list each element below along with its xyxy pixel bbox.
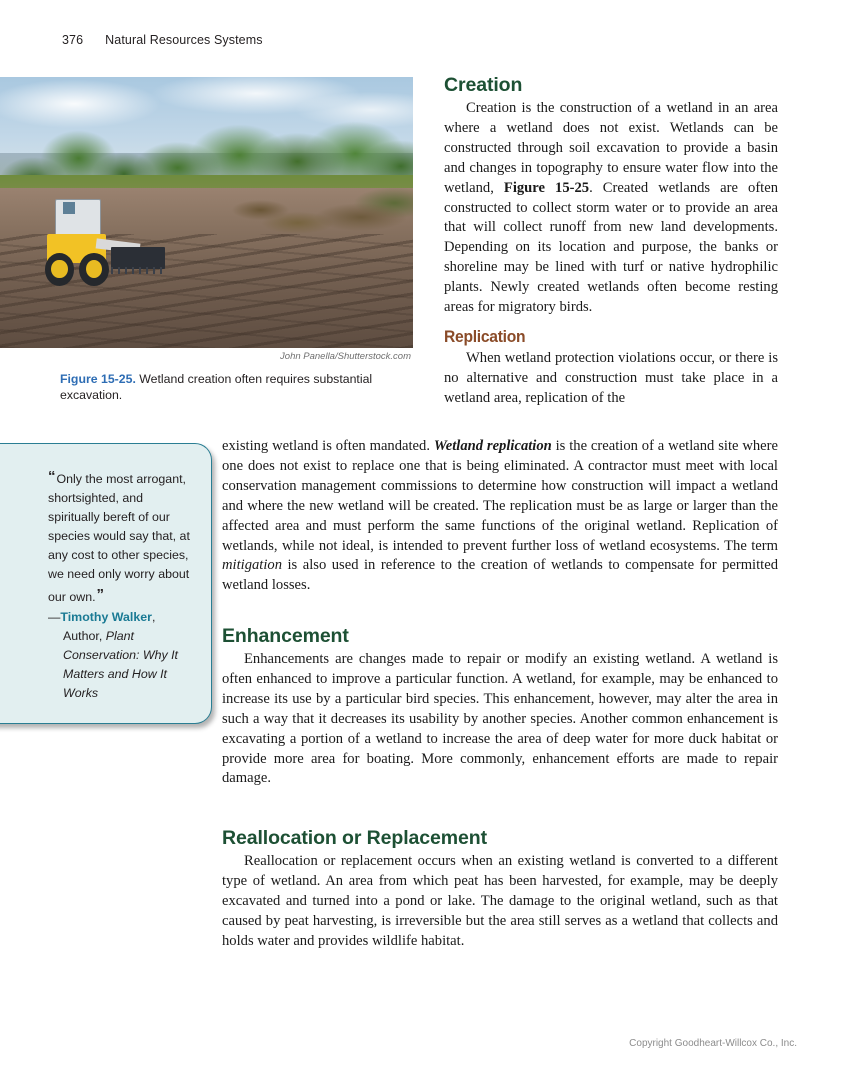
quote-author-name: Timothy Walker	[60, 609, 152, 624]
pull-quote-attribution	[48, 608, 191, 627]
photo-credit: John Panella/Shutterstock.com	[280, 351, 411, 362]
loader-cab-window	[63, 202, 75, 214]
wheel-loader-machine	[37, 199, 165, 286]
pull-quote-role	[48, 627, 191, 703]
replication-term-wetland-replication: Wetland replication	[433, 438, 552, 454]
pull-quote-text	[48, 466, 191, 607]
reallocation-section	[222, 827, 778, 952]
running-head	[62, 33, 263, 47]
page-number: 376	[62, 33, 84, 47]
heading-creation: Creation	[444, 74, 523, 96]
heading-replication: Replication	[444, 326, 526, 346]
replication-text-a: existing wetland is often mandated.	[222, 438, 434, 454]
creation-text-a: Creation is the construction of a wetland in an area where a wetland does not exist. Wetlands can be constructed through soil excavation to provide a basin and changes in topography to ensure water flow into the wetland,	[444, 100, 778, 196]
heading-enhancement: Enhancement	[222, 625, 349, 647]
heading-reallocation: Reallocation or Replacement	[222, 827, 487, 849]
footer-copyright: Copyright Goodheart-Willcox Co., Inc.	[629, 1038, 797, 1049]
quote-role-prefix: Author,	[63, 628, 106, 643]
creation-figure-reference: Figure 15-25	[503, 179, 590, 196]
paragraph-replication-full	[222, 437, 778, 596]
pull-quote-box	[0, 443, 212, 724]
replication-text-c: is also used in reference to the creation of wetlands to compensate for permitted wetland losses.	[222, 557, 778, 594]
figure-block	[0, 77, 413, 404]
quote-author-comma: ,	[151, 609, 156, 624]
creation-text-b: . Created wetlands are often constructed to collect storm water or to provide an area that will collect runoff from new land developments. Depending on its location and purpose, the banks or shoreline may be lined with turf or native hydrophilic plants. Newly created wetlands often become resting areas for migratory birds.	[444, 179, 779, 316]
wetland-excavation-photo	[0, 77, 413, 348]
loader-front-wheel	[45, 253, 74, 286]
figure-caption-text: Wetland creation often requires substantial excavation.	[60, 372, 373, 403]
section-gap	[444, 318, 778, 327]
photo-brush-pile	[227, 166, 413, 236]
right-column	[444, 74, 778, 409]
paragraph-enhancement: Enhancements are changes made to repair or modify an existing wetland. A wetland is often enhanced to improve a particular function. A wetland, for example, may be enhanced to increase its use by a particular bird species. This enhancement, however, may alter the area in such a way that it decreases its usability by another species. Another common enhancement is excavating a portion of a wetland to increase the area of deep water for more duck habitat or provide more area for boating. More commonly, enhancement efforts are made to repair damage.	[222, 651, 778, 787]
paragraph-reallocation: Reallocation or replacement occurs when an existing wetland is converted to a different type of wetland. An area from which peat has been harvested, for example, may be deeply excavated and turned into a pond or lake. The damage to the original wetland, such as that caused by peat harvesting, is irreversible but the area still serves as a wetland that collects and holds water and provides wildlife habitat.	[222, 853, 778, 949]
close-quote-mark: ”	[96, 585, 105, 603]
figure-label: Figure 15-25.	[60, 372, 136, 386]
enhancement-section	[222, 625, 778, 789]
attribution-dash: —	[48, 609, 61, 624]
paragraph-replication-column: When wetland protection violations occur, or there is no alternative and construction must take place in a wetland area, replication of the	[444, 349, 778, 406]
loader-tines	[111, 267, 165, 274]
quote-work-title: Plant Conservation: Why It Matters and How It Works	[63, 628, 179, 700]
loader-rear-wheel	[79, 253, 108, 286]
replication-term-mitigation: mitigation	[222, 557, 282, 574]
running-head-title: Natural Resources Systems	[105, 33, 263, 47]
replication-body-full-width	[222, 437, 778, 596]
paragraph-creation	[444, 99, 778, 318]
open-quote-mark: “	[48, 468, 56, 485]
pull-quote-body: Only the most arrogant, shortsighted, and spiritually bereft of our species would say that, at any cost to other species, we need only worry about our own.	[48, 472, 190, 604]
replication-text-b: is the creation of a wetland site where one does not exist to replace one that is being eliminated. A contractor must meet with local conservation management commissions to determine how construction will impact a wetland and where the new wetland will be created. The replication must be as large or larger than the affected area and must perform the same functions of the original wetland. Replication of wetlands, while not ideal, is intended to prevent further loss of wetland ecosystems. The term	[222, 438, 778, 554]
figure-caption	[0, 371, 413, 404]
